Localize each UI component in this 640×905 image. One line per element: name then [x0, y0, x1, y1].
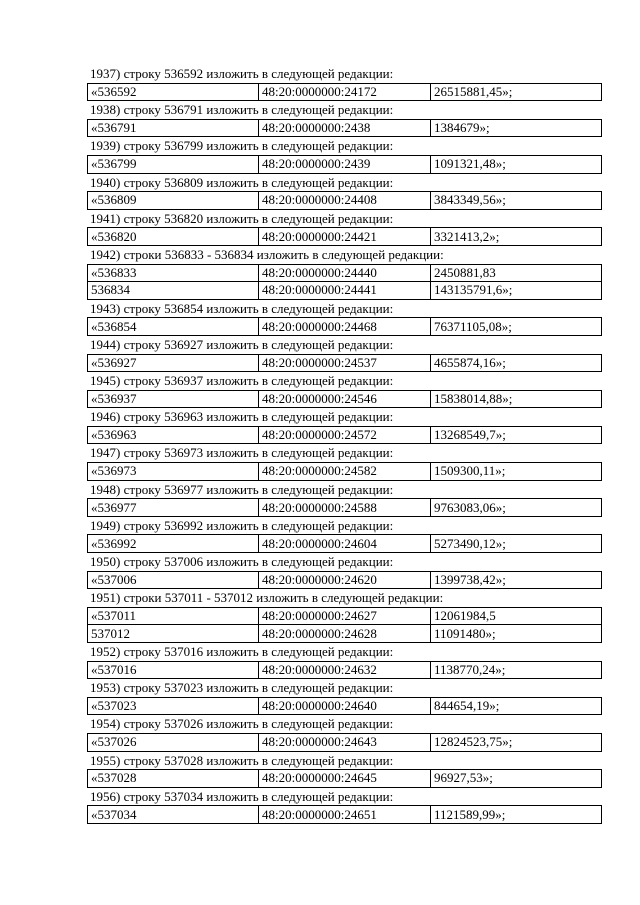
amendment-heading: 1956) строку 537034 изложить в следующей редакции: [90, 788, 394, 804]
amendment-entry [87, 553, 601, 589]
row-number-cell: «537028 [88, 770, 259, 788]
cadastral-number-cell: 48:20:0000000:24408 [259, 192, 431, 210]
amendment-entry [87, 715, 601, 751]
amendment-entry [87, 589, 601, 643]
value-cell: 13268549,7»; [431, 426, 602, 444]
amendment-heading: 1940) строку 536809 изложить в следующей редакции: [90, 174, 394, 190]
value-cell: 3321413,2»; [431, 228, 602, 246]
table-row [88, 571, 602, 589]
amendment-entry [87, 174, 601, 210]
table-row [88, 463, 602, 481]
amendment-table [87, 426, 602, 445]
row-number-cell: «536937 [88, 390, 259, 408]
cadastral-number-cell: 48:20:0000000:24172 [259, 83, 431, 101]
cadastral-number-cell: 48:20:0000000:24604 [259, 535, 431, 553]
amendment-heading: 1945) строку 536937 изложить в следующей редакции: [90, 373, 394, 389]
cadastral-number-cell: 48:20:0000000:24651 [259, 806, 431, 824]
table-row [88, 155, 602, 173]
cadastral-number-cell: 48:20:0000000:24537 [259, 354, 431, 372]
cadastral-number-cell: 48:20:0000000:2438 [259, 119, 431, 137]
amendment-entry [87, 372, 601, 408]
table-row [88, 661, 602, 679]
value-cell: 12061984,5 [431, 607, 602, 625]
amendment-table [87, 805, 602, 824]
row-number-cell: «537034 [88, 806, 259, 824]
amendment-heading: 1941) строку 536820 изложить в следующей редакции: [90, 210, 394, 226]
value-cell: 1091321,48»; [431, 155, 602, 173]
amendment-heading: 1951) строки 537011 - 537012 изложить в следующей редакции: [90, 590, 444, 606]
row-number-cell: «537006 [88, 571, 259, 589]
value-cell: 1138770,24»; [431, 661, 602, 679]
row-number-cell: «536833 [88, 264, 259, 282]
row-number-cell: «536791 [88, 119, 259, 137]
amendment-entry [87, 444, 601, 480]
value-cell: 12824523,75»; [431, 733, 602, 751]
table-row [88, 733, 602, 751]
table-row [88, 607, 602, 625]
table-row [88, 264, 602, 282]
table-row [88, 499, 602, 517]
cadastral-number-cell: 48:20:0000000:24582 [259, 463, 431, 481]
amendment-heading: 1953) строку 537023 изложить в следующей редакции: [90, 680, 394, 696]
row-number-cell: «536799 [88, 155, 259, 173]
amendment-table [87, 769, 602, 788]
table-row [88, 770, 602, 788]
table-row [88, 192, 602, 210]
table-row [88, 390, 602, 408]
cadastral-number-cell: 48:20:0000000:24640 [259, 697, 431, 715]
table-row [88, 625, 602, 643]
amendment-heading: 1955) строку 537028 изложить в следующей редакции: [90, 752, 394, 768]
amendment-heading: 1944) строку 536927 изложить в следующей редакции: [90, 336, 394, 352]
value-cell: 1399738,42»; [431, 571, 602, 589]
row-number-cell: «536973 [88, 463, 259, 481]
value-cell: 1384679»; [431, 119, 602, 137]
amendment-table [87, 227, 602, 246]
amendment-table [87, 733, 602, 752]
table-row [88, 354, 602, 372]
value-cell: 143135791,6»; [431, 282, 602, 300]
value-cell: 1509300,11»; [431, 463, 602, 481]
amendment-entry [87, 788, 601, 824]
cadastral-number-cell: 48:20:0000000:24421 [259, 228, 431, 246]
document-body [87, 65, 601, 824]
value-cell: 3843349,56»; [431, 192, 602, 210]
amendment-heading: 1948) строку 536977 изложить в следующей редакции: [90, 481, 394, 497]
value-cell: 26515881,45»; [431, 83, 602, 101]
amendment-heading: 1947) строку 536973 изложить в следующей редакции: [90, 445, 394, 461]
amendment-table [87, 462, 602, 481]
amendment-entry [87, 408, 601, 444]
amendment-entry [87, 517, 601, 553]
row-number-cell: «537016 [88, 661, 259, 679]
value-cell: 5273490,12»; [431, 535, 602, 553]
cadastral-number-cell: 48:20:0000000:24632 [259, 661, 431, 679]
value-cell: 96927,53»; [431, 770, 602, 788]
cadastral-number-cell: 48:20:0000000:24546 [259, 390, 431, 408]
amendment-table [87, 571, 602, 590]
table-row [88, 83, 602, 101]
cadastral-number-cell: 48:20:0000000:24643 [259, 733, 431, 751]
row-number-cell: «536927 [88, 354, 259, 372]
amendment-table [87, 697, 602, 716]
amendment-entry [87, 101, 601, 137]
amendment-table [87, 155, 602, 174]
value-cell: 9763083,06»; [431, 499, 602, 517]
row-number-cell: «536992 [88, 535, 259, 553]
cadastral-number-cell: 48:20:0000000:2439 [259, 155, 431, 173]
table-row [88, 697, 602, 715]
row-number-cell: «537011 [88, 607, 259, 625]
row-number-cell: «536854 [88, 318, 259, 336]
amendment-table [87, 264, 602, 300]
amendment-entry [87, 481, 601, 517]
amendment-heading: 1950) строку 537006 изложить в следующей редакции: [90, 554, 394, 570]
amendment-heading: 1942) строки 536833 - 536834 изложить в следующей редакции: [90, 246, 444, 262]
amendment-heading: 1938) строку 536791 изложить в следующей редакции: [90, 102, 394, 118]
amendment-table [87, 83, 602, 102]
cadastral-number-cell: 48:20:0000000:24441 [259, 282, 431, 300]
cadastral-number-cell: 48:20:0000000:24588 [259, 499, 431, 517]
amendment-heading: 1937) строку 536592 изложить в следующей редакции: [90, 66, 394, 81]
cadastral-number-cell: 48:20:0000000:24468 [259, 318, 431, 336]
value-cell: 15838014,88»; [431, 390, 602, 408]
value-cell: 4655874,16»; [431, 354, 602, 372]
row-number-cell: «536820 [88, 228, 259, 246]
cadastral-number-cell: 48:20:0000000:24645 [259, 770, 431, 788]
amendment-entry [87, 300, 601, 336]
cadastral-number-cell: 48:20:0000000:24620 [259, 571, 431, 589]
cadastral-number-cell: 48:20:0000000:24572 [259, 426, 431, 444]
row-number-cell: «537023 [88, 697, 259, 715]
amendment-table [87, 534, 602, 553]
amendment-heading: 1949) строку 536992 изложить в следующей редакции: [90, 517, 394, 533]
table-row [88, 228, 602, 246]
row-number-cell: «536977 [88, 499, 259, 517]
row-number-cell: «536592 [88, 83, 259, 101]
amendment-heading: 1939) строку 536799 изложить в следующей редакции: [90, 138, 394, 154]
row-number-cell: «536809 [88, 192, 259, 210]
amendment-heading: 1954) строку 537026 изложить в следующей редакции: [90, 716, 394, 732]
amendment-heading: 1943) строку 536854 изложить в следующей редакции: [90, 300, 394, 316]
amendment-table [87, 191, 602, 210]
amendment-table [87, 119, 602, 138]
cadastral-number-cell: 48:20:0000000:24628 [259, 625, 431, 643]
amendment-entry [87, 752, 601, 788]
table-row [88, 535, 602, 553]
amendment-table [87, 661, 602, 680]
amendment-table [87, 498, 602, 517]
row-number-cell: «537026 [88, 733, 259, 751]
value-cell: 2450881,83 [431, 264, 602, 282]
amendment-heading: 1952) строку 537016 изложить в следующей редакции: [90, 644, 394, 659]
table-row [88, 426, 602, 444]
cadastral-number-cell: 48:20:0000000:24440 [259, 264, 431, 282]
amendment-entry [87, 65, 601, 101]
value-cell: 76371105,08»; [431, 318, 602, 336]
value-cell: 11091480»; [431, 625, 602, 643]
amendment-entry [87, 137, 601, 173]
value-cell: 844654,19»; [431, 697, 602, 715]
row-number-cell: 537012 [88, 625, 259, 643]
amendment-entry [87, 643, 601, 679]
amendment-entry [87, 336, 601, 372]
amendment-entry [87, 679, 601, 715]
amendment-table [87, 354, 602, 373]
amendment-table [87, 607, 602, 643]
amendment-entry [87, 246, 601, 300]
amendment-heading: 1946) строку 536963 изложить в следующей редакции: [90, 409, 394, 425]
value-cell: 1121589,99»; [431, 806, 602, 824]
table-row [88, 282, 602, 300]
amendment-entry [87, 210, 601, 246]
row-number-cell: «536963 [88, 426, 259, 444]
table-row [88, 318, 602, 336]
row-number-cell: 536834 [88, 282, 259, 300]
cadastral-number-cell: 48:20:0000000:24627 [259, 607, 431, 625]
amendment-table [87, 317, 602, 336]
amendment-table [87, 390, 602, 409]
table-row [88, 806, 602, 824]
table-row [88, 119, 602, 137]
